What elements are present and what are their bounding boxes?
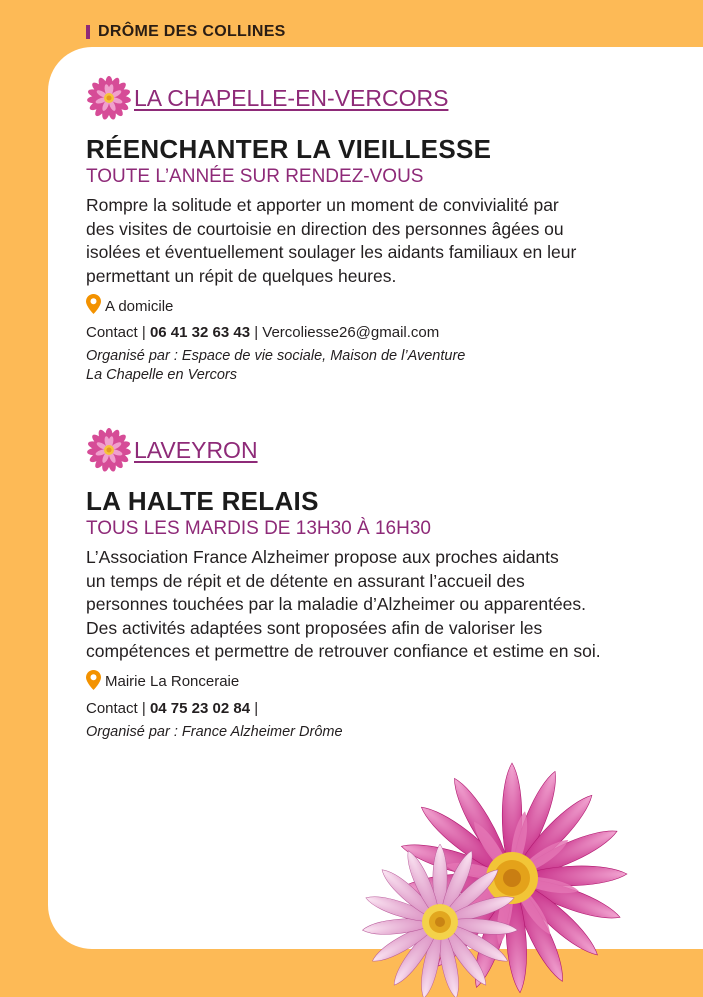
event-card-2: [86, 428, 646, 742]
flower-icon: [86, 427, 132, 473]
place-text: Mairie La Ronceraie: [105, 673, 240, 690]
location-heading: [86, 76, 646, 120]
page-header: [86, 22, 286, 42]
event-schedule: TOUS LES MARDIS DE 13H30 À 16H30: [86, 518, 431, 539]
description-line: Des activités adaptées sont proposées afin de valoriser les: [86, 617, 543, 638]
description-line: personnes touchées par la maladie d’Alzheimer ou apparentées.: [86, 594, 587, 614]
event-contact: Contact | 04 75 23 02 84 |: [86, 699, 259, 717]
event-card-1: [86, 76, 646, 385]
organizer-line: La Chapelle en Vercors: [86, 367, 237, 383]
contact-label: Contact: [86, 324, 138, 341]
event-schedule: TOUTE L’ANNÉE SUR RENDEZ-VOUS: [86, 166, 424, 187]
event-place: [86, 671, 646, 693]
header-title: DRÔME DES COLLINES: [98, 23, 286, 40]
event-organizer: [86, 347, 646, 385]
contact-label: Contact: [86, 699, 138, 717]
description-line: compétences et permettre de retrouver confiance et estime en soi.: [86, 641, 601, 661]
contact-email[interactable]: Vercoliesse26@gmail.com: [262, 324, 440, 341]
contact-phone[interactable]: 06 41 32 63 43: [149, 324, 251, 341]
organizer-line: Organisé par : Espace de vie sociale, Maison de l’Aventure: [86, 348, 466, 364]
event-description: [86, 194, 646, 288]
header-accent-bar: [86, 25, 90, 39]
description-line: L’Association France Alzheimer propose aux proches aidants: [86, 547, 559, 567]
location-pin-icon: [86, 670, 101, 690]
location-pin-icon: [86, 294, 101, 314]
description-line: permettant un répit de quelques heures.: [86, 265, 397, 286]
location-heading: [86, 428, 646, 472]
description-line: isolées et éventuellement soulager les aidants familiaux en leur: [86, 242, 577, 262]
event-title: LA HALTE RELAIS: [86, 486, 319, 516]
location-link[interactable]: LAVEYRON: [134, 436, 258, 463]
place-text: A domicile: [105, 297, 174, 315]
flower-icon: [86, 75, 132, 121]
description-line: des visites de courtoisie en direction des personnes âgées ou: [86, 218, 564, 239]
description-line: un temps de répit et de détente en assurant l’accueil des: [86, 570, 525, 591]
contact-phone[interactable]: 04 75 23 02 84: [149, 699, 251, 717]
event-organizer: [86, 723, 646, 742]
event-description: [86, 546, 646, 664]
event-title: RÉENCHANTER LA VIEILLESSE: [86, 134, 492, 164]
decorative-flowers-illustration: [340, 750, 703, 997]
event-contact: Contact | 06 41 32 63 43 | Vercoliesse26@gmail.com: [86, 324, 440, 341]
event-place: [86, 295, 646, 317]
description-line: Rompre la solitude et apporter un moment de convivialité par: [86, 195, 559, 215]
location-link[interactable]: LA CHAPELLE-EN-VERCORS: [134, 84, 449, 111]
organizer-line: Organisé par : France Alzheimer Drôme: [86, 723, 343, 740]
